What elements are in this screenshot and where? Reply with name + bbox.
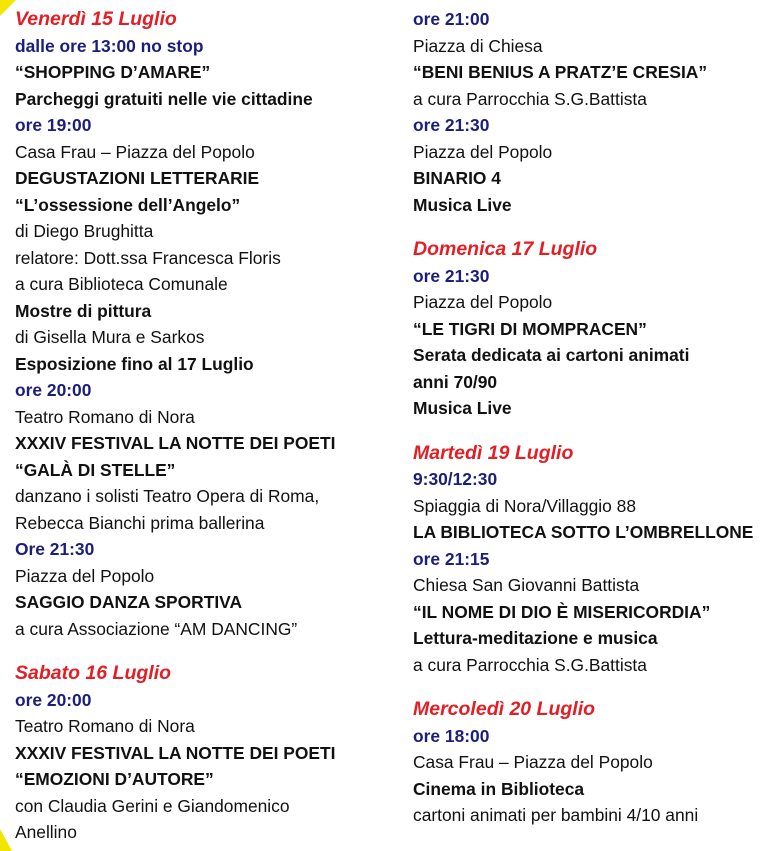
event-detail: cartoni animati per bambini 4/10 anni [413,805,699,825]
event-time: ore 18:00 [413,725,490,746]
section-gap [413,218,768,236]
event-time: ore 19:00 [15,115,92,135]
event-detail: relatore: Dott.ssa Francesca Floris [15,247,281,268]
event-title: “SHOPPING D’AMARE” [15,62,211,82]
event-title: Musica Live [413,398,512,418]
event-title: Lettura-meditazione e musica [413,628,658,648]
section-gap [413,678,768,696]
corner-decoration-bottom [0,829,12,851]
event-detail: Teatro Romano di Nora [15,716,195,736]
event-detail: a cura Biblioteca Comunale [15,274,228,294]
event-title: Musica Live [413,194,512,215]
day-heading: Martedì 19 Luglio [413,441,574,464]
section-gap [15,642,405,660]
event-time: ore 21:30 [413,265,490,286]
event-detail: Anellino [15,822,77,842]
section-gap [413,422,768,440]
day-heading: Sabato 16 Luglio [15,662,172,684]
event-title: “L’ossessione dell’Angelo” [15,194,241,215]
day-heading: Domenica 17 Luglio [413,238,598,260]
event-title: “BENI BENIUS A PRATZ’E CRESIA” [413,62,708,82]
event-detail: Piazza del Popolo [413,292,553,312]
event-detail: Chiesa San Giovanni Battista [413,575,640,595]
event-title: Esposizione fino al 17 Luglio [15,353,254,374]
event-title: “IL NOME DI DIO È MISERICORDIA” [413,601,711,622]
event-title: “LE TIGRI DI MOMPRACEN” [413,318,647,339]
event-detail: Casa Frau – Piazza del Popolo [15,141,255,162]
event-title: anni 70/90 [413,371,498,392]
event-title: Serata dedicata ai cartoni animati [413,345,690,365]
event-detail: Piazza di Chiesa [413,35,543,56]
event-time: ore 21:15 [413,548,490,569]
event-time: ore 20:00 [15,380,92,400]
event-time: 9:30/12:30 [413,469,498,489]
event-detail: a cura Parrocchia S.G.Battista [413,88,647,109]
program-column-right [413,6,768,829]
event-title: XXXIV FESTIVAL LA NOTTE DEI POETI [15,742,336,763]
event-detail: a cura Associazione “AM DANCING” [15,618,298,639]
event-detail: Teatro Romano di Nora [15,406,195,427]
event-title: Cinema in Biblioteca [413,778,585,799]
event-title: SAGGIO DANZA SPORTIVA [15,592,243,612]
event-detail: Piazza del Popolo [15,565,155,586]
event-title: Parcheggi gratuiti nelle vie cittadine [15,88,313,109]
event-title: “GALÀ DI STELLE” [15,459,176,480]
event-detail: di Diego Brughitta [15,221,154,241]
day-heading: Mercoledì 20 Luglio [413,698,596,720]
program-column-left [15,6,405,846]
event-time: dalle ore 13:00 no stop [15,35,204,56]
event-detail: Rebecca Bianchi prima ballerina [15,512,265,533]
day-heading: Venerdì 15 Luglio [15,8,177,30]
event-title: “EMOZIONI D’AUTORE” [15,769,214,789]
event-time: ore 21:00 [413,9,490,29]
event-title: LA BIBLIOTECA SOTTO L’OMBRELLONE [413,522,754,542]
corner-decoration-top [0,0,16,16]
event-time: ore 21:30 [413,115,490,135]
event-title: XXXIV FESTIVAL LA NOTTE DEI POETI [15,433,336,453]
event-time: Ore 21:30 [15,539,95,559]
event-time: ore 20:00 [15,689,92,710]
event-detail: di Gisella Mura e Sarkos [15,327,205,347]
event-detail: a cura Parrocchia S.G.Battista [413,654,647,675]
event-detail: Casa Frau – Piazza del Popolo [413,752,653,772]
event-title: DEGUSTAZIONI LETTERARIE [15,168,260,188]
event-title: BINARIO 4 [413,168,501,188]
event-detail: danzano i solisti Teatro Opera di Roma, [15,486,320,506]
event-title: Mostre di pittura [15,300,152,321]
event-detail: Piazza del Popolo [413,141,553,162]
event-detail: Spiaggia di Nora/Villaggio 88 [413,495,637,516]
event-detail: con Claudia Gerini e Giandomenico [15,795,290,816]
